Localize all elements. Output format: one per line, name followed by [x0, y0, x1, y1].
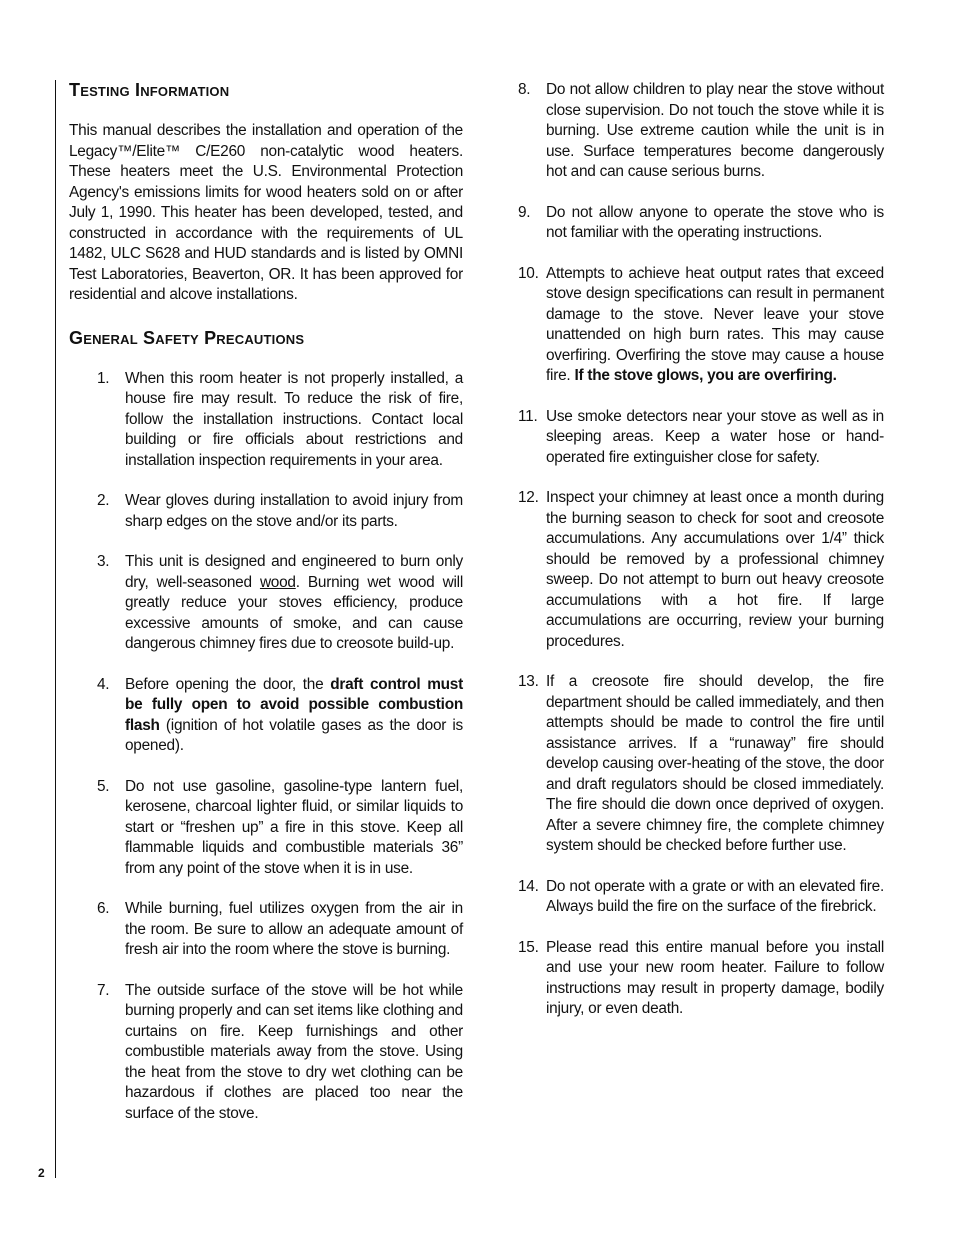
list-item	[97, 491, 463, 532]
item-text-start: This unit is designed and engineered to burn only dry, well-seasoned	[125, 553, 463, 591]
item-text: When this room heater is not properly installed, a house fire may result. To reduce the risk of fire, follow the installation instructions. Contact local building or fire officials about restrictions and installation inspection requirements in your area.	[125, 369, 463, 469]
item-text: If a creosote fire should develop, the fire department should be called immediately, and then attempts should be made to control the fire until assistance arrives. If a “runaway” fire should develop causing over-heating of the stove, the door and draft regulators should be closed immediately. The fire should die down once deprived of oxygen. After a severe chimney fire, the complete chimney system should be checked before further use.	[546, 673, 884, 854]
list-item	[518, 203, 884, 244]
testing-paragraph: This manual describes the installation and operation of the Legacy™/Elite™ C/E260 non-catalytic wood heaters. These heaters meet the U.S. Environmental Protection Agency's emissions limits for wood heaters sold on or after July 1, 1990. This heater has been developed, tested, and constructed in accordance with the requirements of UL 1482, ULC S628 and HUD standards and is listed by OMNI Test Laboratories, Beaverton, OR. It has been approved for residential and alcove installations.	[69, 122, 463, 303]
list-item	[518, 488, 884, 652]
item-text-start: Attempts to achieve heat output rates that exceed stove design specifications can result in permanent damage to the stove. Never leave your stove unattended on high burn rates. This may cause overfiring. Overfiring the stove may cause a house fire.	[546, 264, 884, 384]
item-text-start: Before opening the door, the	[125, 675, 331, 693]
item-number: 14.	[518, 877, 539, 895]
item-text: While burning, fuel utilizes oxygen from the air in the room. Be sure to allow an adequate amount of fresh air into the room where the stove is burning.	[125, 900, 463, 958]
list-item	[97, 369, 463, 472]
item-text-end: (ignition of hot volatile gases as the door is opened).	[125, 716, 463, 754]
item-number: 3.	[97, 553, 110, 570]
margin-rule	[55, 80, 56, 1178]
item-text: Do not operate with a grate or with an elevated fire. Always build the fire on the surface of the firebrick.	[546, 877, 884, 915]
page-number: 2	[38, 1166, 45, 1180]
item-text	[125, 675, 463, 757]
list-item	[518, 672, 884, 857]
item-text	[125, 552, 463, 655]
testing-heading: Testing Information	[69, 80, 230, 100]
list-item	[97, 552, 463, 655]
item-text	[546, 264, 884, 387]
safety-list-right	[518, 80, 884, 1020]
bold-warning: draft control must be fully open to avoid possible combustion flash	[125, 675, 463, 734]
item-text: Please read this entire manual before you install and use your new room heater. Failure to follow instructions may result in property damage, bodily injury, or even death.	[546, 938, 884, 1017]
item-number: 15.	[518, 938, 539, 956]
item-number: 8.	[518, 81, 531, 98]
list-item	[97, 777, 463, 880]
item-text-end: . Burning wet wood will greatly reduce your stoves efficiency, produce excessive amounts of smoke, and can cause dangerous chimney fires due to creosote build-up.	[125, 573, 463, 652]
safety-list-left	[69, 369, 463, 1125]
list-item	[97, 899, 463, 961]
item-number: 5.	[97, 777, 110, 795]
list-item	[97, 981, 463, 1125]
item-text: Use smoke detectors near your stove as well as in sleeping areas. Keep a water hose or hand-operated fire extinguisher close for safety.	[546, 407, 884, 466]
item-text: Inspect your chimney at least once a month during the burning season to check for soot and creosote accumulations. Any accumulations over 1/4” thick should be removed by a professional chimney sweep. Do not attempt to burn out heavy creosote accumulations with a hot fire. If large accumulations are occurring, review your burning procedures.	[546, 489, 884, 650]
item-number: 11.	[518, 407, 538, 425]
item-number: 13.	[518, 673, 539, 690]
item-text: Do not allow children to play near the stove without close supervision. Do not touch the stove while it is burning. Use extreme caution while the unit is in use. Surface temperatures become dangerously hot and can cause serious burns.	[546, 81, 884, 180]
item-text: The outside surface of the stove will be hot while burning properly and can set items like clothing and curtains on fire. Keep furnishings and other combustible materials away from the stove. Using the heat from the stove to dry wet clothing can be hazardous if clothes are placed too near the surface of the stove.	[125, 981, 463, 1122]
list-item	[518, 877, 884, 918]
item-number: 9.	[518, 203, 531, 221]
item-number: 2.	[97, 492, 110, 509]
safety-heading: General Safety Precautions	[69, 327, 305, 348]
left-column	[69, 80, 463, 1144]
list-item	[518, 407, 884, 469]
item-number: 4.	[97, 675, 110, 693]
right-column	[518, 80, 884, 1040]
list-item	[518, 264, 884, 387]
item-text: Wear gloves during installation to avoid injury from sharp edges on the stove and/or its parts.	[125, 492, 463, 530]
bold-warning: If the stove glows, you are overfiring.	[574, 367, 837, 384]
item-number: 1.	[97, 369, 110, 387]
item-text: Do not allow anyone to operate the stove who is not familiar with the operating instructions.	[546, 203, 884, 241]
item-number: 12.	[518, 489, 539, 506]
underlined-word: wood	[259, 573, 296, 591]
list-item	[518, 80, 884, 183]
item-number: 7.	[97, 981, 110, 999]
list-item	[518, 938, 884, 1020]
item-text: Do not use gasoline, gasoline-type lantern fuel, kerosene, charcoal lighter fluid, or similar liquids to start or “freshen up” a fire in this stove. Keep all flammable liquids and combustible materials 36” from any point of the stove when it is in use.	[125, 777, 463, 877]
list-item	[97, 675, 463, 757]
item-number: 6.	[97, 900, 110, 917]
item-number: 10.	[518, 264, 539, 282]
